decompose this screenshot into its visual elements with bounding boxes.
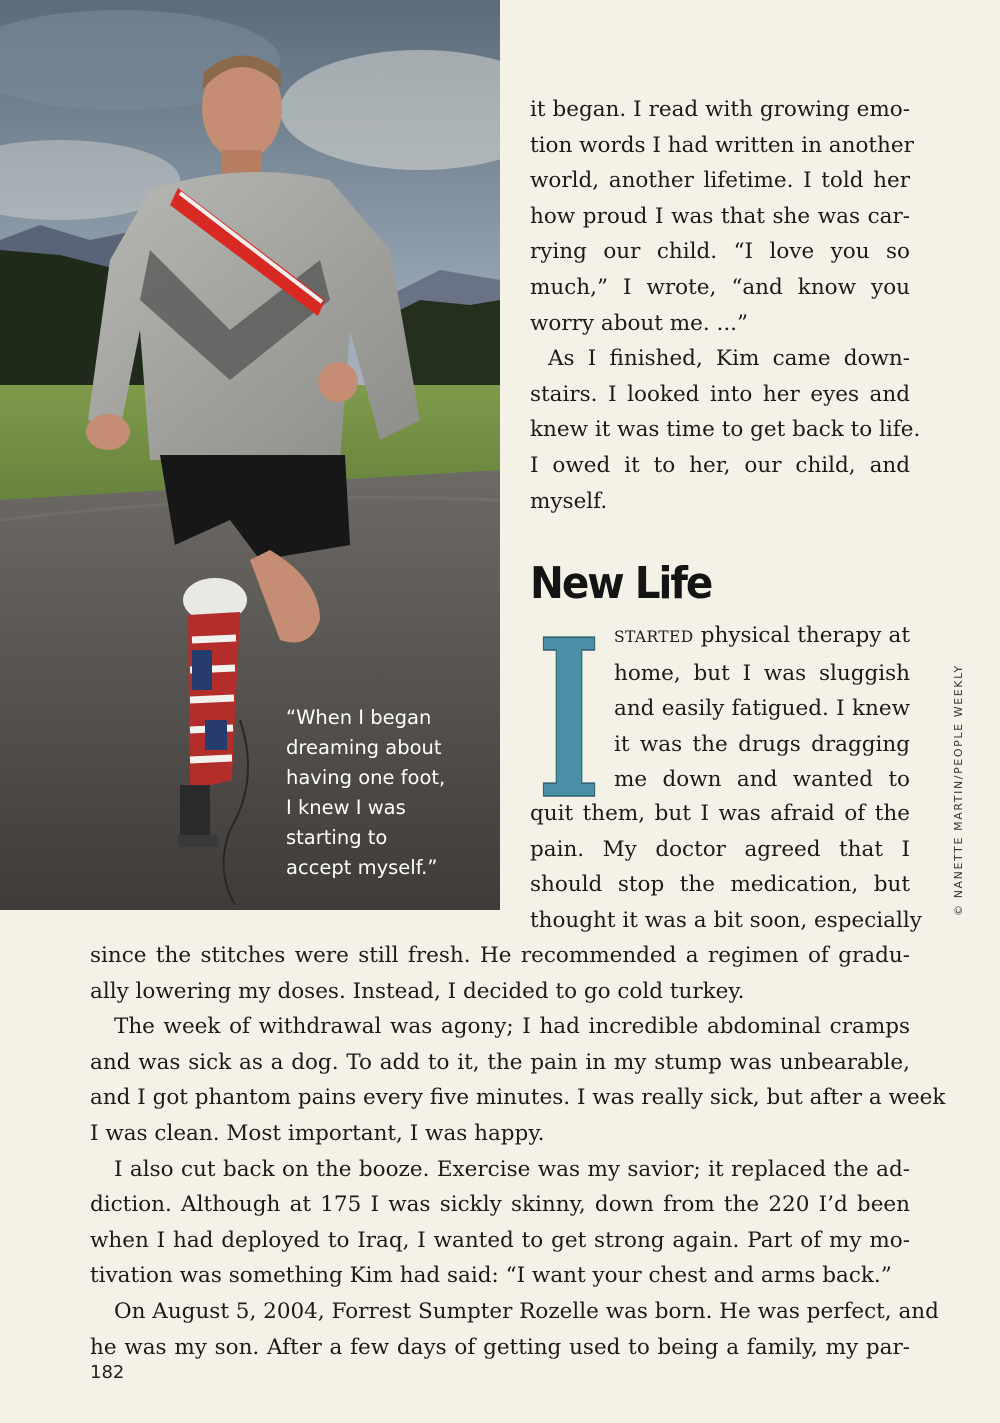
text-line: home, but I was sluggish <box>614 660 910 686</box>
text-line: On August 5, 2004, Forrest Sumpter Rozelle was born. He was perfect, and <box>114 1298 939 1324</box>
body-column-lower <box>530 796 922 938</box>
text-line: rying our child. “I love you so <box>530 239 910 265</box>
text-line: tion words I had written in another <box>530 132 914 158</box>
drop-cap-letter: I <box>537 628 601 804</box>
photo-credit: © NANETTE MARTIN/PEOPLE WEEKLY <box>952 664 965 916</box>
text-line: pain. My doctor agreed that I <box>530 836 910 862</box>
text-line: and was sick as a dog. To add to it, the pain in my stump was unbearable, <box>90 1049 910 1075</box>
text-line: it began. I read with growing emo- <box>530 97 910 122</box>
page-number: 182 <box>90 1362 125 1383</box>
text-line: since the stitches were still fresh. He recommended a regimen of gradu- <box>90 943 910 968</box>
text-fragment: physical therapy at <box>693 623 910 648</box>
text-line: worry about me. ...” <box>530 310 749 336</box>
text-line: he was my son. After a few days of getting used to being a family, my par- <box>90 1334 910 1360</box>
caption-line: I knew I was <box>286 796 406 819</box>
caption-line: accept myself.” <box>286 856 438 879</box>
caption-line: starting to <box>286 826 388 849</box>
text-line: stairs. I looked into her eyes and <box>530 381 910 407</box>
text-line: I owed it to her, our child, and <box>530 452 910 478</box>
text-line: and I got phantom pains every five minutes. I was really sick, but after a week <box>90 1085 946 1111</box>
text-line: knew it was time to get back to life. <box>530 417 921 443</box>
text-line: diction. Although at 175 I was sickly skinny, down from the 220 I’d been <box>90 1192 910 1218</box>
drop-cap-paragraph <box>614 618 910 798</box>
text-line: As I finished, Kim came down- <box>548 346 910 372</box>
caption-line: having one foot, <box>286 766 446 789</box>
text-line: quit them, but I was afraid of the <box>530 801 910 826</box>
drop-cap <box>535 628 603 804</box>
caption-line: “When I began <box>286 706 432 729</box>
photo-caption <box>286 703 461 883</box>
text-line: myself. <box>530 488 608 514</box>
small-caps-word: STARTED <box>614 628 694 646</box>
text-line <box>614 618 910 656</box>
section-heading: New Life <box>530 558 712 609</box>
text-line: thought it was a bit soon, especially <box>530 907 922 933</box>
text-line: I was clean. Most important, I was happy. <box>90 1120 545 1146</box>
text-line: and easily fatigued. I knew <box>614 696 910 722</box>
text-line: world, another lifetime. I told her <box>530 168 910 194</box>
text-line: me down and wanted to <box>614 767 910 793</box>
body-column-top <box>530 92 921 519</box>
text-line: it was the drugs dragging <box>614 731 910 757</box>
caption-line: dreaming about <box>286 736 442 759</box>
text-line: much,” I wrote, “and know you <box>530 274 910 300</box>
text-line: when I had deployed to Iraq, I wanted to get strong again. Part of my mo- <box>90 1227 910 1253</box>
text-line: ally lowering my doses. Instead, I decided to go cold turkey. <box>90 978 745 1004</box>
text-line: I also cut back on the booze. Exercise was my savior; it replaced the ad- <box>114 1156 910 1182</box>
text-line: how proud I was that she was car- <box>530 203 910 229</box>
text-line: should stop the medication, but <box>530 872 910 898</box>
runner-photo <box>0 0 500 910</box>
text-line: tivation was something Kim had said: “I want your chest and arms back.” <box>90 1263 892 1289</box>
body-full-width <box>90 938 946 1365</box>
text-line: The week of withdrawal was agony; I had incredible abdominal cramps <box>114 1014 910 1040</box>
